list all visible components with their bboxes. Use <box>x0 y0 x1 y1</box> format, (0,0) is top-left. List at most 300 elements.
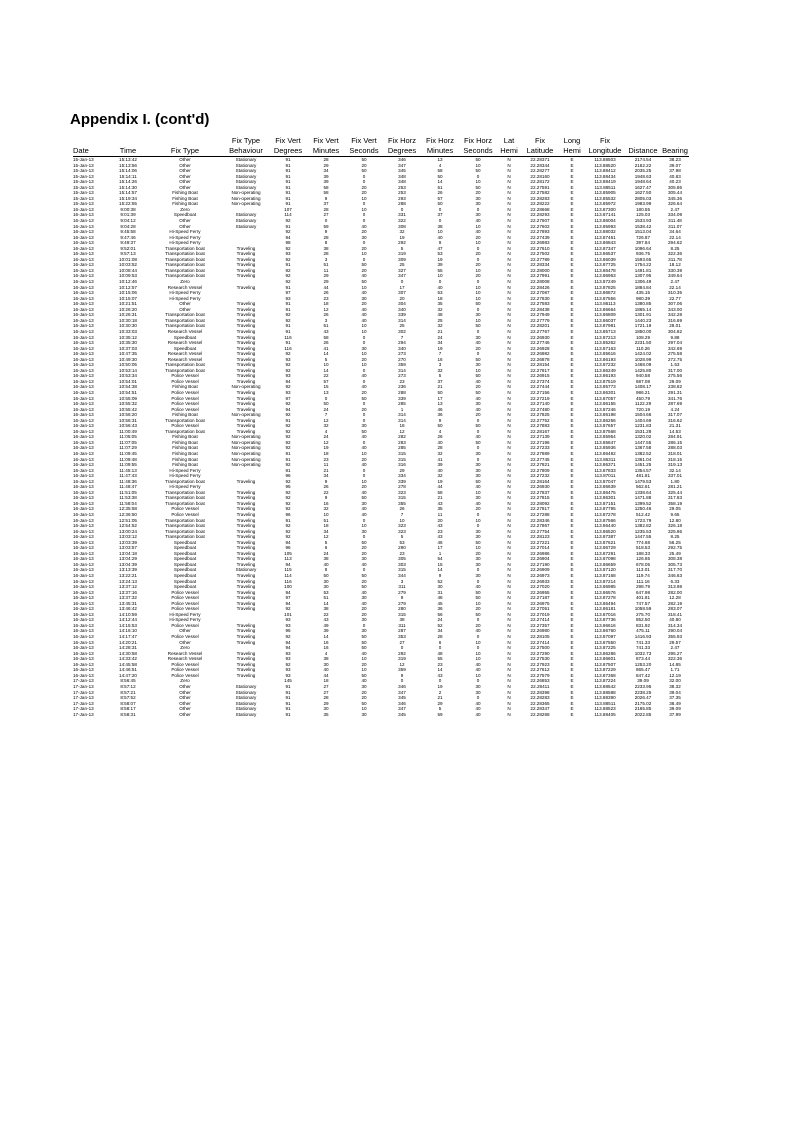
table-cell: E <box>570 711 574 717</box>
table-cell: 0 <box>362 412 366 418</box>
table-cell: 92 <box>285 495 291 501</box>
table-cell: N <box>507 595 511 601</box>
table-cell: 92 <box>285 462 291 468</box>
table-cell: 22.27602 <box>530 223 550 229</box>
table-cell: 307 <box>398 290 406 296</box>
table-cell: 23 <box>323 295 329 301</box>
table-cell: 16-Jan-13 <box>73 378 94 384</box>
table-header-row <box>73 136 689 157</box>
table-cell: N <box>507 362 511 368</box>
table-cell: 305.86 <box>667 184 683 190</box>
table-cell: 180.55 <box>635 206 651 212</box>
table-cell: 16-Jan-13 <box>73 584 94 590</box>
table-cell: 9:01:39 <box>120 212 136 218</box>
column-header-line: Fix Type <box>231 136 261 145</box>
table-cell: N <box>507 262 511 268</box>
table-cell: 50 <box>361 495 367 501</box>
table-cell: E <box>570 656 574 662</box>
table-cell: 22.28105 <box>530 634 550 640</box>
table-cell: 111.16 <box>636 578 650 584</box>
table-cell: 0 <box>362 218 366 224</box>
table-cell: Traveling <box>236 428 256 434</box>
table-cell: 50 <box>475 589 481 595</box>
table-cell: 16-Jan-13 <box>73 556 94 562</box>
table-cell: 40 <box>361 489 367 495</box>
table-cell: E <box>570 672 574 678</box>
table-cell: 28.01 <box>669 323 681 329</box>
table-cell: 10 <box>475 317 481 323</box>
table-cell: 92 <box>285 317 291 323</box>
table-cell: 16-Jan-13 <box>73 484 94 490</box>
table-cell: 40 <box>361 384 367 390</box>
table-cell: 28 <box>323 695 329 701</box>
table-cell: Traveling <box>236 517 256 523</box>
table-cell: Transportation boat <box>165 251 205 257</box>
table-cell: N <box>507 539 511 545</box>
table-cell: 113.87047 <box>594 478 616 484</box>
table-cell: 22.27923 <box>530 661 550 667</box>
table-cell: 30 <box>475 334 481 340</box>
table-cell: N <box>497 157 521 163</box>
table-cell: 34 <box>323 473 329 479</box>
table-cell: Research Vessel <box>167 656 203 662</box>
table-cell: 3 <box>438 362 442 368</box>
table-cell: 113.87507 <box>594 661 616 667</box>
table-cell: 93 <box>285 251 291 257</box>
table-cell: 50 <box>323 573 329 579</box>
table-cell: 96 <box>285 545 291 551</box>
table-cell: 113.87556 <box>594 295 616 301</box>
table-cell: 5 <box>438 373 442 379</box>
table-cell: 13 <box>437 401 443 407</box>
table-cell: 2165.85 <box>634 706 652 712</box>
table-cell: 10 <box>361 351 367 357</box>
table-cell: 22.28371 <box>521 157 559 163</box>
table-cell: N <box>507 406 511 412</box>
table-cell: 16-Jan-13 <box>73 206 94 212</box>
table-cell: 50 <box>361 539 367 545</box>
table-cell: Hi-Speed Ferry <box>169 229 201 235</box>
table-cell: Research Vessel <box>167 340 203 346</box>
table-cell: 29 <box>323 273 329 279</box>
table-cell: E <box>570 534 574 540</box>
table-cell: 29 <box>323 279 329 285</box>
table-cell: 36 <box>437 606 443 612</box>
table-cell: 22.28160 <box>530 173 550 179</box>
table-cell: 1382.52 <box>634 450 652 456</box>
table-cell: 13:03:39 <box>119 539 137 545</box>
table-cell: 1367.58 <box>634 445 652 451</box>
table-cell: 22.28092 <box>530 500 550 506</box>
table-cell: 1399.52 <box>634 500 652 506</box>
table-cell: 50 <box>475 301 481 307</box>
table-cell: Transportation boat <box>165 245 205 251</box>
table-cell: 22.27139 <box>530 434 550 440</box>
table-cell: 13:24:13 <box>119 578 137 584</box>
table-cell: 7 <box>400 334 404 340</box>
table-cell: E <box>570 512 574 517</box>
table-cell: 40 <box>475 661 481 667</box>
table-cell: N <box>507 567 511 573</box>
table-cell: 475.11 <box>636 628 650 634</box>
table-cell: Other <box>179 173 191 179</box>
table-cell: 92 <box>285 489 291 495</box>
table-cell: Research Vessel <box>167 356 203 362</box>
table-cell: Traveling <box>236 667 256 673</box>
table-cell: N <box>507 556 511 562</box>
table-cell: 16-Jan-13 <box>73 406 94 412</box>
table-cell: N <box>507 306 511 312</box>
table-cell: 15-Jan-13 <box>73 179 94 185</box>
table-cell: Other <box>179 639 191 645</box>
table-cell: 21 <box>437 495 443 501</box>
table-cell: 14:17:47 <box>119 634 137 640</box>
table-cell: N <box>507 212 511 218</box>
table-cell: 50 <box>361 700 367 706</box>
table-cell: Fishing Boat <box>172 456 198 462</box>
table-cell: 31 <box>437 589 443 595</box>
table-cell: Transportation boat <box>165 500 205 506</box>
table-cell: 10:54:01 <box>119 378 137 384</box>
table-cell: E <box>570 550 574 556</box>
table-cell: Police Vessel <box>171 378 199 384</box>
table-cell: 15:14:30 <box>119 184 137 190</box>
table-cell: 314 <box>398 367 406 373</box>
table-cell: 14 <box>437 179 443 185</box>
table-cell: Police Vessel <box>171 595 199 601</box>
table-cell: 334.09 <box>667 212 683 218</box>
table-cell: Stationary <box>235 567 257 573</box>
table-cell: 238.82 <box>667 384 683 390</box>
table-cell: 43 <box>437 672 443 678</box>
table-cell: 10:53:34 <box>119 373 137 379</box>
table-cell: 22.26930 <box>530 484 550 490</box>
column-header-line <box>661 136 689 146</box>
table-cell: Stationary <box>235 179 257 185</box>
table-cell: Speedboat <box>173 212 197 218</box>
table-cell: 22.28668 <box>530 206 550 212</box>
table-cell: 40 <box>437 467 443 473</box>
table-cell: N <box>507 345 511 351</box>
table-cell: 22.27837 <box>530 489 550 495</box>
table-cell: 13:13:39 <box>119 567 137 573</box>
table-cell: 10:15:06 <box>119 290 137 296</box>
table-cell: 113.87300 <box>594 206 616 212</box>
table-cell: 40.23 <box>669 179 681 185</box>
table-cell: E <box>570 206 574 212</box>
table-cell: 52 <box>437 578 443 584</box>
table-cell: E <box>570 256 574 262</box>
table-cell: 21 <box>437 695 443 701</box>
table-cell: 91 <box>285 179 291 185</box>
table-cell: 20 <box>475 550 481 556</box>
table-cell: N <box>507 617 511 623</box>
table-cell: 16-Jan-13 <box>73 567 94 573</box>
table-cell: 2.47 <box>670 279 680 285</box>
table-cell: 1491.81 <box>634 267 652 273</box>
table-cell: 113.87347 <box>594 245 616 251</box>
table-cell: Police Vessel <box>171 406 199 412</box>
table-cell: 1531.28 <box>634 428 652 434</box>
table-cell: 16-Jan-13 <box>73 645 94 651</box>
table-cell: Traveling <box>236 417 256 423</box>
table-cell: Traveling <box>236 340 256 346</box>
table-cell: 285 <box>398 401 406 407</box>
column-header <box>269 136 307 157</box>
table-cell: 50 <box>361 672 367 678</box>
table-cell: Traveling <box>236 256 256 262</box>
table-cell: 16-Jan-13 <box>73 267 94 273</box>
table-cell: 647.98 <box>635 589 651 595</box>
table-cell: Traveling <box>236 500 256 506</box>
table-cell: 43 <box>437 500 443 506</box>
table-cell: 10 <box>475 284 481 290</box>
table-cell: 5 <box>400 245 404 251</box>
table-cell: 327 <box>398 267 406 273</box>
table-cell: 16 <box>437 356 443 362</box>
table-cell: 1250.46 <box>634 506 652 512</box>
table-cell: 346.63 <box>667 573 683 579</box>
table-cell: 358.19 <box>667 500 683 506</box>
table-cell: 15:14:57 <box>119 190 137 196</box>
table-cell: N <box>507 711 511 717</box>
table-cell: E <box>570 306 574 312</box>
table-cell: 15-Jan-13 <box>73 184 94 190</box>
table-cell: 113.87568 <box>594 428 616 434</box>
table-cell: 8:57:12 <box>120 683 136 689</box>
table-cell: 113.85616 <box>594 351 616 357</box>
table-cell: Police Vessel <box>171 395 199 401</box>
table-cell: 20 <box>361 578 367 584</box>
table-cell: 30 <box>475 473 481 479</box>
table-cell: 113.86664 <box>594 306 616 312</box>
table-cell: 50 <box>361 639 367 645</box>
table-cell: 93 <box>285 295 291 301</box>
table-cell: N <box>507 218 511 224</box>
table-cell: N <box>507 573 511 579</box>
table-cell: 22.26973 <box>530 573 550 579</box>
table-cell: E <box>570 373 574 379</box>
table-cell: Police Vessel <box>171 661 199 667</box>
table-cell: 22.27893 <box>530 229 550 235</box>
table-cell: 0 <box>476 173 480 179</box>
table-cell: 22.14 <box>669 284 681 290</box>
table-cell: 286.15 <box>667 439 683 445</box>
table-cell: 16-Jan-13 <box>73 223 94 229</box>
table-cell: 50 <box>475 168 481 174</box>
table-cell: 22.27817 <box>530 506 550 512</box>
table-cell: N <box>507 389 511 395</box>
table-cell: 14:12:44 <box>119 617 137 623</box>
table-cell: E <box>570 556 574 562</box>
table-cell: E <box>570 334 574 340</box>
table-cell: 40 <box>361 317 367 323</box>
table-cell: Zero <box>180 678 190 684</box>
table-cell: 16-Jan-13 <box>73 328 94 334</box>
table-cell: 17 <box>437 395 443 401</box>
table-cell: 340 <box>398 306 406 312</box>
column-header-line <box>73 136 109 146</box>
table-cell: 0 <box>438 678 442 684</box>
table-cell: 16-Jan-13 <box>73 512 94 517</box>
table-cell: Traveling <box>236 334 256 340</box>
table-cell: 114 <box>284 212 292 218</box>
table-cell: 10:56:20 <box>119 412 137 418</box>
table-cell: 91 <box>285 706 291 712</box>
table-cell: 20 <box>361 245 367 251</box>
table-cell: 40 <box>361 650 367 656</box>
table-cell: E <box>570 428 574 434</box>
table-cell: 48 <box>437 312 443 318</box>
table-cell: 91 <box>285 328 291 334</box>
table-cell: N <box>507 634 511 640</box>
table-cell: 113.86004 <box>594 218 616 224</box>
table-cell: Hi-Speed Ferry <box>169 290 201 296</box>
table-cell: 28 <box>437 634 443 640</box>
table-cell: 14:20:21 <box>119 639 137 645</box>
table-cell: 15-Jan-13 <box>73 195 94 201</box>
table-cell: 7 <box>438 351 442 357</box>
table-cell: E <box>570 573 574 579</box>
table-cell: 0 <box>362 212 366 218</box>
table-cell: 16 <box>323 639 329 645</box>
table-cell: 19 <box>437 256 443 262</box>
table-cell: E <box>570 234 574 240</box>
table-cell: Non-operating <box>231 450 261 456</box>
table-body <box>73 157 689 718</box>
table-cell: 113.87736 <box>594 617 616 623</box>
table-cell: 22.27779 <box>530 317 550 323</box>
table-cell: Traveling <box>236 351 256 357</box>
table-cell: 91 <box>285 340 291 346</box>
table-cell: 3 <box>324 256 328 262</box>
table-cell: 1 <box>438 550 442 556</box>
table-cell: 20 <box>361 484 367 490</box>
table-cell: 18 <box>323 301 329 307</box>
table-cell: 25 <box>437 317 443 323</box>
table-cell: 10 <box>361 195 367 201</box>
table-cell: 322.36 <box>667 656 683 662</box>
table-cell: 0 <box>476 567 480 573</box>
table-cell: Fishing Boat <box>172 450 198 456</box>
table-cell: 20 <box>361 606 367 612</box>
table-cell: 91 <box>285 262 291 268</box>
table-cell: 22.28008 <box>530 279 550 285</box>
table-cell: 27 <box>323 683 329 689</box>
table-cell: 20 <box>361 267 367 273</box>
table-cell: 1627.50 <box>634 190 652 196</box>
table-cell: Speedboat <box>173 539 197 545</box>
table-cell: 20 <box>361 190 367 196</box>
table-cell: 22.28346 <box>530 517 550 523</box>
table-cell: E <box>570 412 574 418</box>
table-cell: E <box>570 589 574 595</box>
table-cell: Traveling <box>236 367 256 373</box>
table-cell: Traveling <box>236 301 256 307</box>
table-cell: Other <box>179 628 191 634</box>
table-cell: 91 <box>285 284 291 290</box>
table-cell: 1354.57 <box>634 467 652 473</box>
table-cell: 22.28277 <box>530 168 550 174</box>
table-cell: 13:04:18 <box>119 550 137 556</box>
table-cell: 113.88503 <box>585 157 625 163</box>
table-cell: 27 <box>323 689 329 695</box>
table-cell: 20 <box>399 295 405 301</box>
table-cell: N <box>507 301 511 307</box>
table-cell: 113.85954 <box>594 434 616 440</box>
table-cell: 10 <box>475 240 481 246</box>
table-cell: Non-operating <box>231 456 261 462</box>
table-cell: 21 <box>437 328 443 334</box>
table-cell: 0 <box>438 218 442 224</box>
table-cell: E <box>570 384 574 390</box>
table-cell: 319 <box>398 251 406 257</box>
table-cell: 16-Jan-13 <box>73 301 94 307</box>
table-cell: 0 <box>324 218 328 224</box>
table-cell: E <box>570 295 574 301</box>
table-cell: 741.33 <box>635 645 651 651</box>
table-cell: 288.03 <box>667 445 683 451</box>
table-cell: 91 <box>285 323 291 329</box>
table-cell: 16-Jan-13 <box>73 428 94 434</box>
table-cell: N <box>507 506 511 512</box>
table-cell: 275.56 <box>667 373 683 379</box>
table-cell: 316 <box>398 462 406 468</box>
table-cell: 96 <box>285 473 291 479</box>
table-cell: 305.73 <box>667 561 683 567</box>
table-cell: Transportation boat <box>165 417 205 423</box>
table-cell: 314 <box>398 317 406 323</box>
table-cell: 108.29 <box>635 334 651 340</box>
table-cell: 32 <box>323 423 329 429</box>
column-header-line: Behaviour <box>229 146 263 155</box>
column-header-line: Time <box>119 146 137 155</box>
table-cell: 10:33:03 <box>119 328 137 334</box>
table-cell: 16-Jan-13 <box>73 234 94 240</box>
table-cell: 344 <box>398 573 406 579</box>
table-cell: 13:03:57 <box>119 545 137 551</box>
table-cell: 38.23 <box>661 157 689 163</box>
table-cell: 10 <box>475 290 481 296</box>
table-cell: 16-Jan-13 <box>73 661 94 667</box>
table-cell: 113.86659 <box>594 561 616 567</box>
table-cell: 2174.54 <box>625 157 661 163</box>
table-cell: 22.27825 <box>530 412 550 418</box>
column-header-line: Minutes <box>426 146 454 155</box>
table-cell: 30 <box>475 312 481 318</box>
table-cell: 11:58:04 <box>119 500 137 506</box>
table-cell: 2 <box>438 689 442 695</box>
table-cell: 50 <box>361 645 367 651</box>
table-cell: 30 <box>361 628 367 634</box>
table-cell: Research Vessel <box>167 328 203 334</box>
table-cell: 36 <box>437 412 443 418</box>
table-cell: 50 <box>361 262 367 268</box>
table-cell: 40 <box>475 584 481 590</box>
table-cell: 24 <box>323 434 329 440</box>
table-cell: 30 <box>361 500 367 506</box>
table-cell: 8:58:17 <box>120 706 136 712</box>
table-cell: 4 <box>438 162 442 168</box>
table-cell: N <box>507 323 511 329</box>
table-cell: 435.15 <box>635 290 651 296</box>
table-cell: 22.28268 <box>530 711 550 717</box>
table-cell: 93 <box>285 656 291 662</box>
table-cell: 9:45:58 <box>120 229 136 235</box>
table-cell: 113.87151 <box>594 500 616 506</box>
table-cell: 687.08 <box>635 378 651 384</box>
table-cell: 30 <box>361 423 367 429</box>
